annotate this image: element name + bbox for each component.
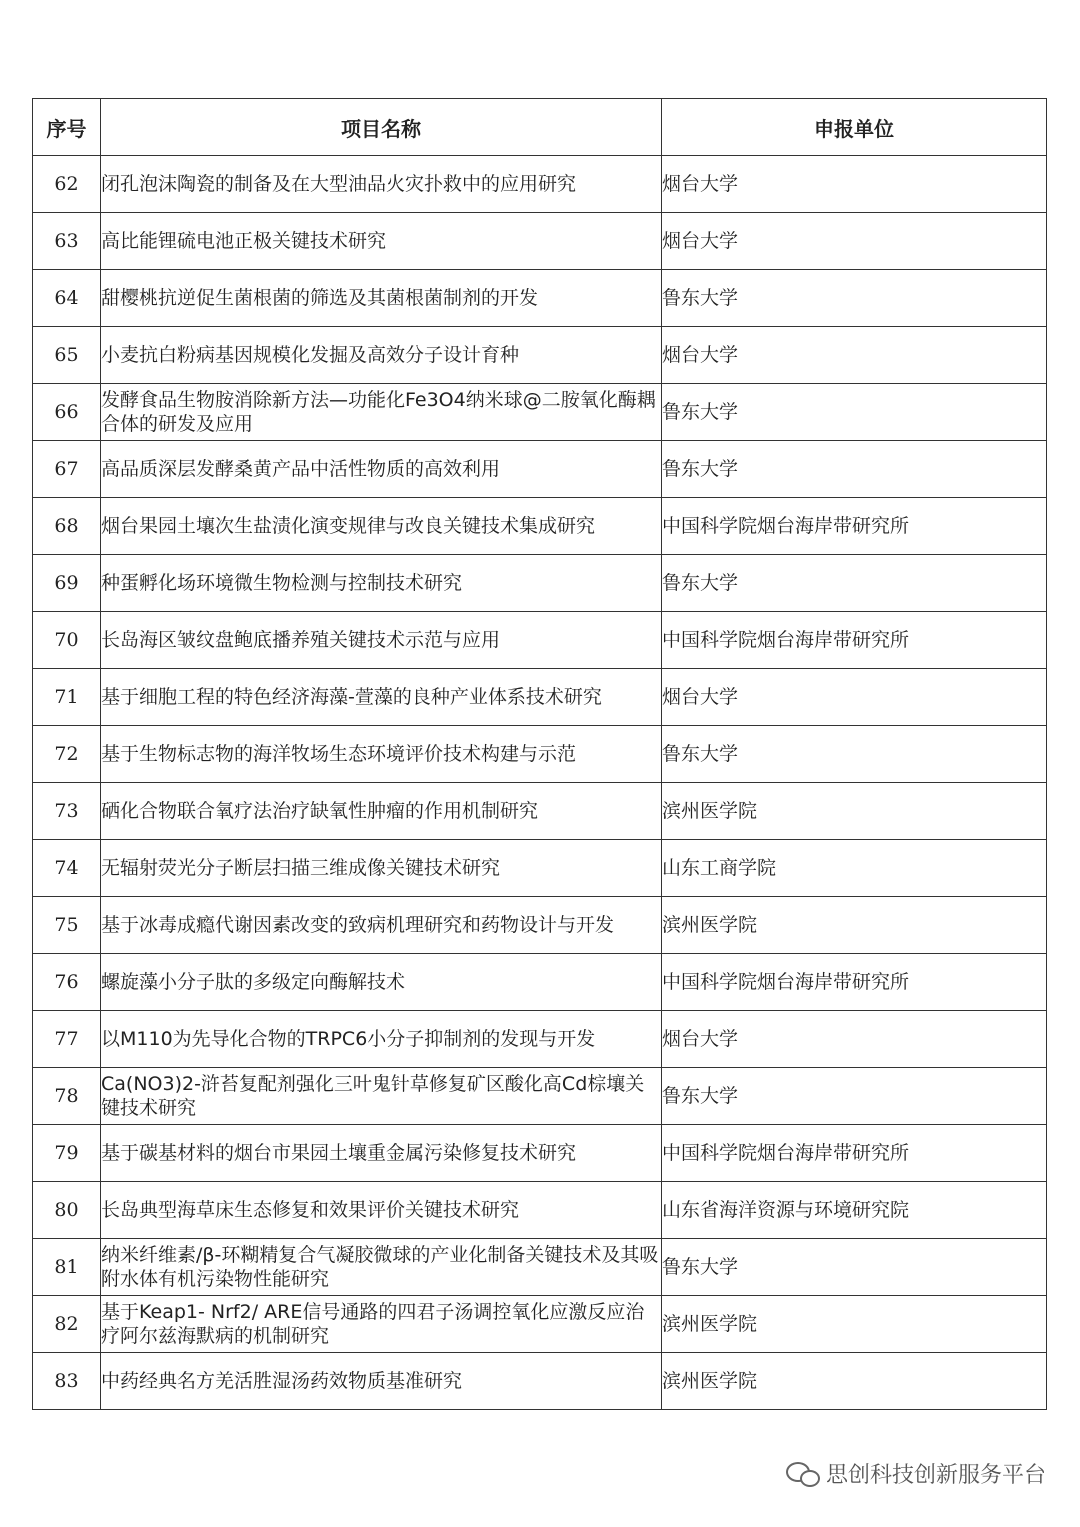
row-no: 67 <box>33 441 101 498</box>
table-row <box>33 384 1047 441</box>
row-project-name: 螺旋藻小分子肽的多级定向酶解技术 <box>101 954 662 1011</box>
row-no: 63 <box>33 213 101 270</box>
row-no: 68 <box>33 498 101 555</box>
row-no: 72 <box>33 726 101 783</box>
table-row <box>33 840 1047 897</box>
table-row <box>33 498 1047 555</box>
table-row <box>33 1182 1047 1239</box>
table-row <box>33 1353 1047 1410</box>
row-applicant-unit: 滨州医学院 <box>662 783 1047 840</box>
row-applicant-unit: 山东工商学院 <box>662 840 1047 897</box>
table-row <box>33 1125 1047 1182</box>
wechat-icon <box>786 1460 820 1486</box>
table-row <box>33 441 1047 498</box>
row-project-name: 发酵食品生物胺消除新方法—功能化Fe3O4纳米球@二胺氧化酶耦合体的研发及应用 <box>101 384 662 441</box>
row-no: 75 <box>33 897 101 954</box>
table-row <box>33 156 1047 213</box>
row-project-name: 基于Keap1- Nrf2/ ARE信号通路的四君子汤调控氧化应激反应治疗阿尔兹海默病的机制研究 <box>101 1296 662 1353</box>
table-row <box>33 726 1047 783</box>
row-no: 70 <box>33 612 101 669</box>
row-project-name: 纳米纤维素/β-环糊精复合气凝胶微球的产业化制备关键技术及其吸附水体有机污染物性能研究 <box>101 1239 662 1296</box>
row-applicant-unit: 滨州医学院 <box>662 1296 1047 1353</box>
row-applicant-unit: 鲁东大学 <box>662 1068 1047 1125</box>
table-row <box>33 612 1047 669</box>
row-project-name: 中药经典名方羌活胜湿汤药效物质基准研究 <box>101 1353 662 1410</box>
row-no: 82 <box>33 1296 101 1353</box>
table-row <box>33 270 1047 327</box>
row-project-name: 基于碳基材料的烟台市果园土壤重金属污染修复技术研究 <box>101 1125 662 1182</box>
row-project-name: 烟台果园土壤次生盐渍化演变规律与改良关键技术集成研究 <box>101 498 662 555</box>
table-header-row <box>33 99 1047 156</box>
row-project-name: 硒化合物联合氧疗法治疗缺氧性肿瘤的作用机制研究 <box>101 783 662 840</box>
row-no: 79 <box>33 1125 101 1182</box>
row-applicant-unit: 中国科学院烟台海岸带研究所 <box>662 498 1047 555</box>
row-no: 73 <box>33 783 101 840</box>
row-no: 76 <box>33 954 101 1011</box>
row-project-name: 种蛋孵化场环境微生物检测与控制技术研究 <box>101 555 662 612</box>
row-applicant-unit: 鲁东大学 <box>662 555 1047 612</box>
watermark-text: 思创科技创新服务平台 <box>825 1462 1046 1488</box>
row-no: 64 <box>33 270 101 327</box>
row-no: 77 <box>33 1011 101 1068</box>
row-project-name: 闭孔泡沫陶瓷的制备及在大型油品火灾扑救中的应用研究 <box>101 156 662 213</box>
row-project-name: Ca(NO3)2-浒苔复配剂强化三叶鬼针草修复矿区酸化高Cd棕壤关键技术研究 <box>101 1068 662 1125</box>
row-project-name: 长岛海区皱纹盘鲍底播养殖关键技术示范与应用 <box>101 612 662 669</box>
table-row <box>33 1068 1047 1125</box>
row-no: 83 <box>33 1353 101 1410</box>
row-applicant-unit: 烟台大学 <box>662 156 1047 213</box>
table-row <box>33 954 1047 1011</box>
table-row <box>33 1011 1047 1068</box>
row-applicant-unit: 滨州医学院 <box>662 1353 1047 1410</box>
row-applicant-unit: 滨州医学院 <box>662 897 1047 954</box>
table-row <box>33 1239 1047 1296</box>
row-no: 74 <box>33 840 101 897</box>
header-applicant-unit: 申报单位 <box>662 99 1047 156</box>
table-row <box>33 555 1047 612</box>
table-row <box>33 897 1047 954</box>
row-no: 71 <box>33 669 101 726</box>
row-no: 62 <box>33 156 101 213</box>
row-applicant-unit: 山东省海洋资源与环境研究院 <box>662 1182 1047 1239</box>
row-applicant-unit: 烟台大学 <box>662 1011 1047 1068</box>
table-row <box>33 1296 1047 1353</box>
header-no: 序号 <box>33 99 101 156</box>
table-row <box>33 669 1047 726</box>
table-row <box>33 783 1047 840</box>
row-applicant-unit: 烟台大学 <box>662 669 1047 726</box>
row-applicant-unit: 中国科学院烟台海岸带研究所 <box>662 1125 1047 1182</box>
row-applicant-unit: 鲁东大学 <box>662 384 1047 441</box>
row-applicant-unit: 烟台大学 <box>662 213 1047 270</box>
row-applicant-unit: 中国科学院烟台海岸带研究所 <box>662 954 1047 1011</box>
row-project-name: 高比能锂硫电池正极关键技术研究 <box>101 213 662 270</box>
row-project-name: 以M110为先导化合物的TRPC6小分子抑制剂的发现与开发 <box>101 1011 662 1068</box>
project-table <box>32 98 1047 1410</box>
table-row <box>33 327 1047 384</box>
row-applicant-unit: 烟台大学 <box>662 327 1047 384</box>
row-applicant-unit: 鲁东大学 <box>662 726 1047 783</box>
row-project-name: 甜樱桃抗逆促生菌根菌的筛选及其菌根菌制剂的开发 <box>101 270 662 327</box>
row-project-name: 长岛典型海草床生态修复和效果评价关键技术研究 <box>101 1182 662 1239</box>
row-no: 69 <box>33 555 101 612</box>
row-no: 66 <box>33 384 101 441</box>
row-no: 81 <box>33 1239 101 1296</box>
row-project-name: 无辐射荧光分子断层扫描三维成像关键技术研究 <box>101 840 662 897</box>
header-project-name: 项目名称 <box>101 99 662 156</box>
row-applicant-unit: 鲁东大学 <box>662 270 1047 327</box>
row-project-name: 高品质深层发酵桑黄产品中活性物质的高效利用 <box>101 441 662 498</box>
row-applicant-unit: 鲁东大学 <box>662 1239 1047 1296</box>
row-project-name: 小麦抗白粉病基因规模化发掘及高效分子设计育种 <box>101 327 662 384</box>
row-applicant-unit: 鲁东大学 <box>662 441 1047 498</box>
watermark <box>786 1458 1046 1488</box>
row-applicant-unit: 中国科学院烟台海岸带研究所 <box>662 612 1047 669</box>
row-project-name: 基于细胞工程的特色经济海藻-萱藻的良种产业体系技术研究 <box>101 669 662 726</box>
row-no: 80 <box>33 1182 101 1239</box>
row-project-name: 基于生物标志物的海洋牧场生态环境评价技术构建与示范 <box>101 726 662 783</box>
row-project-name: 基于冰毒成瘾代谢因素改变的致病机理研究和药物设计与开发 <box>101 897 662 954</box>
row-no: 65 <box>33 327 101 384</box>
table-row <box>33 213 1047 270</box>
row-no: 78 <box>33 1068 101 1125</box>
